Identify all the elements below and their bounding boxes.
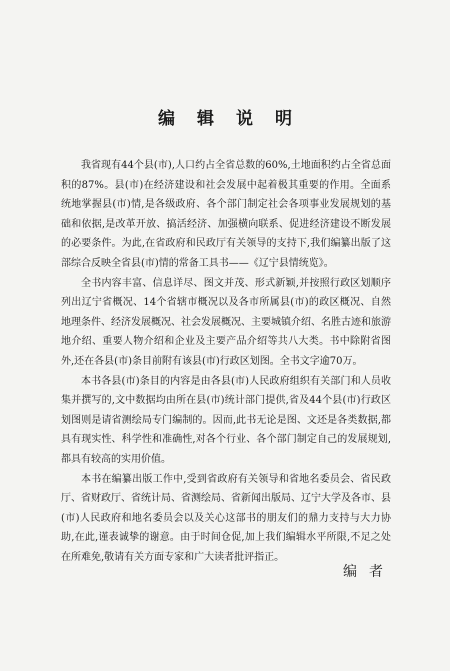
document-body [61,156,391,567]
paragraph-intro: 我省现有44个县(市),人口约占全省总数的60%,土地面积约占全省总面积的87%。县(市)在经济建设和社会发展中起着极其重要的作用。全面系统地掌握县(市)情,是各级政府、各个部门制定社会各项事业发展规划的基础和依据,是改革开放、搞活经济、加强横向联系、促进经济建设不断发展的必要条件。为此,在省政府和民政厅有关领导的支持下,我们编纂出版了这部综合反映全省县(市)情的常备工具书——《辽宁县情统览》。 [61,160,391,269]
page-title: 编辑说明 [158,109,314,130]
paragraph-contents: 全书内容丰富、信息详尽、图文并茂、形式新颖,并按照行政区划顺序列出辽宁省概况、14个省辖市概况以及各市所属县(市)的政区概况、自然地理条件、经济发展概况、社会发展概况、主要城镇介绍、名胜古迹和旅游地介绍、重要人物介绍和企业及主要产品介绍等共八大类。书中除附省图外,还在各县(市)条目前附有该县(市)行政区划图。全书文字逾70万。 [61,277,391,367]
signature: 编者 [343,564,395,580]
paragraph-sources: 本书各县(市)条目的内容是由各县(市)人民政府组织有关部门和人员收集并撰写的,文中数据均由所在县(市)统计部门提供,省及44个县(市)行政区划图则是请省测绘局专门编制的。因而,此书无论是图、文还是各类数据,都具有现实性、科学性和准确性,对各个行业、各个部门制定自己的发展规划,都具有较高的实用价值。 [61,375,391,465]
paragraph-acknowledgements: 本书在编纂出版工作中,受到省政府有关领导和省地名委员会、省民政厅、省财政厅、省统计局、省测绘局、省新闻出版局、辽宁大学及各市、县(市)人民政府和地名委员会以及关心这部书的朋友们的鼎力支持与大力协助,在此,谨表诚挚的谢意。由于时间仓促,加上我们编辑水平所限,不足之处在所难免,敬请有关方面专家和广大读者批评指正。 [61,473,391,563]
